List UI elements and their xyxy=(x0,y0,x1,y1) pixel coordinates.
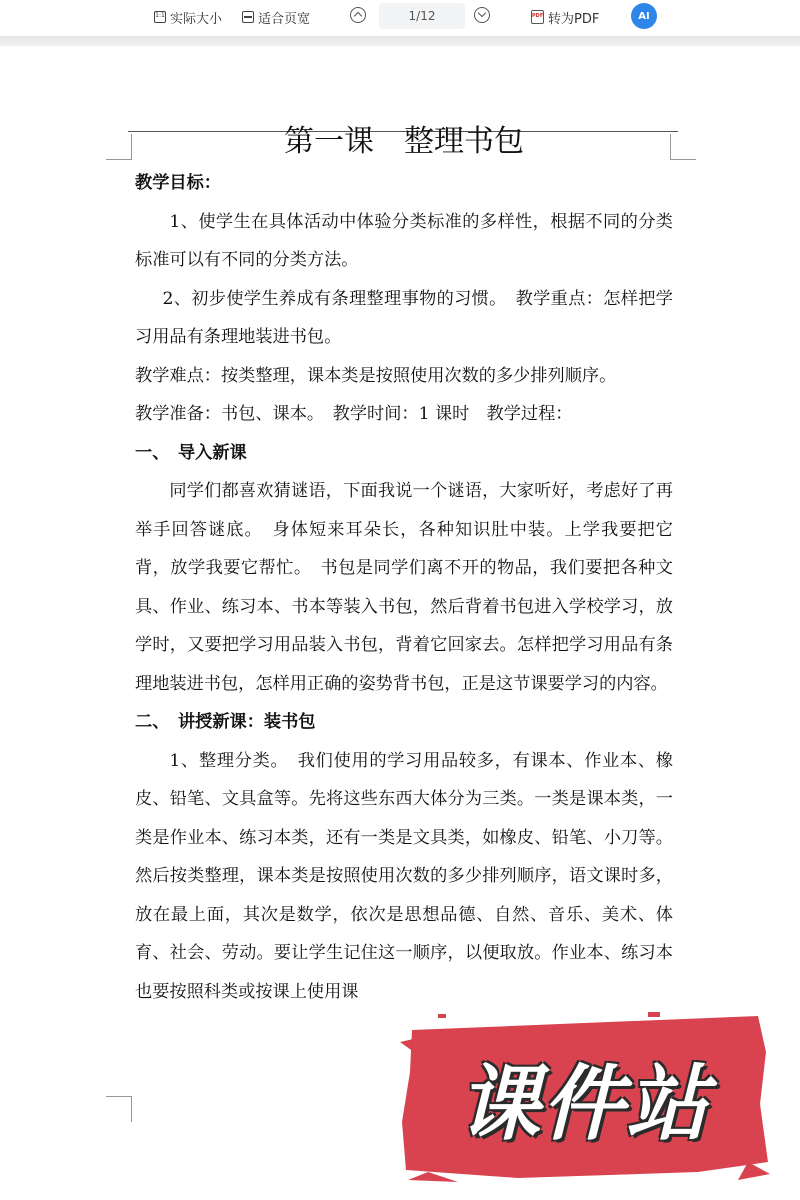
actual-size-button[interactable] xyxy=(154,6,222,28)
toolbar xyxy=(0,0,800,37)
actual-size-label: 实际大小 xyxy=(170,11,223,27)
actual-size-icon xyxy=(154,11,166,23)
heading-objectives: 教学目标： xyxy=(135,173,221,193)
paragraph-preparation: 教学准备：书包、课本。 教学时间：1 课时 教学过程： xyxy=(135,404,573,424)
heading-section-2: 二、 讲授新课：装书包 xyxy=(135,712,316,732)
fit-width-icon xyxy=(242,11,254,23)
watermark-logo xyxy=(398,1012,770,1182)
previous-page-button[interactable] xyxy=(350,7,366,23)
page-indicator: 1/12 xyxy=(408,9,436,23)
paragraph-difficulty: 教学难点：按类整理，课本类是按照使用次数的多少排列顺序。 xyxy=(135,365,617,386)
margin-corner-top-left xyxy=(106,134,132,160)
convert-to-pdf-label: 转为PDF xyxy=(548,11,600,27)
document-title: 第一课 整理书包 xyxy=(284,124,524,159)
document-body xyxy=(135,120,673,1011)
chevron-up-icon xyxy=(354,12,362,20)
paragraph-objective-2: 2、初步使学生养成有条理整理事物的习惯。 教学重点：怎样把学习用品有条理地装进书包。 xyxy=(135,288,673,347)
margin-corner-bottom-left xyxy=(106,1096,132,1122)
watermark-text: 课件站 xyxy=(458,1056,710,1152)
next-page-button[interactable] xyxy=(474,7,490,23)
paragraph-sorting: 1、整理分类。 我们使用的学习用品较多，有课本、作业本、橡皮、铅笔、文具盒等。先将这些东西大体分为三类。一类是课本类，一类是作业本、练习本类，还有一类是文具类，如橡皮、铅笔、小刀等。然后按类整理，课本类是按照使用次数的多少排列顺序，语文课时多，放在最上面，其次是数学，依次是思想品德、自然、音乐、美术、体育、社会、劳动。要让学生记住这一顺序，以便取放。作业本、练习本也要按照科类或按课上使用课 xyxy=(135,750,673,1002)
page-number-input[interactable] xyxy=(379,3,465,29)
chevron-down-icon xyxy=(478,9,486,17)
margin-corner-top-right xyxy=(670,134,696,160)
fit-width-label: 适合页宽 xyxy=(258,11,311,27)
paragraph-intro: 同学们都喜欢猜谜语，下面我说一个谜语，大家听好，考虑好了再举手回答谜底。 身体短来耳朵长，各种知识肚中装。上学我要把它背，放学我要它帮忙。 书包是同学们离不开的物品，我们要把各种文具、作业、练习本、书本等装入书包，然后背着书包进入学校学习，放学时，又要把学习用品装入书包，背着它回家去。怎样把学习用品有条理地装进书包，怎样用正确的姿势背书包，正是这节课要学习的内容。 xyxy=(135,481,673,694)
pdf-icon: PDF xyxy=(531,10,544,24)
ai-icon: AI xyxy=(638,10,650,22)
convert-to-pdf-button[interactable] xyxy=(531,6,599,28)
toolbar-shadow xyxy=(0,37,800,46)
heading-section-1: 一、 导入新课 xyxy=(135,442,247,463)
paragraph-objective-1: 1、使学生在具体活动中体验分类标准的多样性，根据不同的分类标准可以有不同的分类方法。 xyxy=(135,211,673,270)
ai-assistant-button[interactable] xyxy=(631,3,657,29)
fit-width-button[interactable] xyxy=(242,6,310,28)
